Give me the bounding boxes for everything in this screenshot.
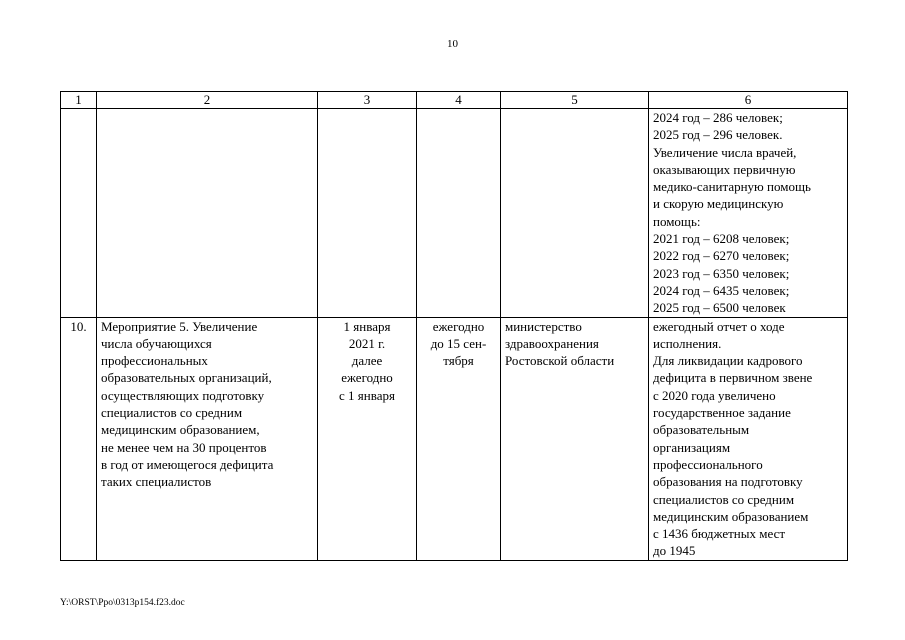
text-line: оказывающих первичную <box>653 161 796 177</box>
file-path-footer: Y:\ORST\Ppo\0313p154.f23.doc <box>60 598 185 608</box>
text-line: медицинским образованием <box>653 508 809 524</box>
text-line: образования на подготовку <box>653 474 803 490</box>
text-line: далее <box>351 353 383 369</box>
text-line: числа обучающихся <box>101 335 212 351</box>
measures-table <box>60 91 848 561</box>
continuation-cell-1 <box>61 109 97 318</box>
text-line: 2021 год – 6208 человек; <box>653 231 790 247</box>
text-line: специалистов со средним <box>101 405 243 421</box>
text-line: 2021 г. <box>348 335 386 351</box>
continuation-cell-2 <box>97 109 318 318</box>
table-row-continuation <box>61 109 848 318</box>
text-line: профессиональных <box>101 353 208 369</box>
text-line: 2022 год – 6270 человек; <box>653 248 790 264</box>
header-cell-1: 1 <box>61 92 97 109</box>
text-line: не менее чем на 30 процентов <box>101 439 267 455</box>
text-line: 2024 год – 6435 человек; <box>653 282 790 298</box>
text-line: ежегодно <box>341 370 393 386</box>
text-line: Мероприятие 5. Увеличение <box>101 318 258 334</box>
responsible-cell <box>501 317 649 560</box>
continuation-result-cell <box>649 109 848 318</box>
header-cell-2: 2 <box>97 92 318 109</box>
text-line: с 1436 бюджетных мест <box>653 526 786 542</box>
text-line: 2025 год – 6500 человек <box>653 300 786 316</box>
text-line: с 1 января <box>339 387 395 403</box>
text-line: тября <box>443 353 474 369</box>
text-line: в год от имеющегося дефицита <box>101 456 274 472</box>
continuation-cell-5 <box>501 109 649 318</box>
continuation-cell-3 <box>318 109 417 318</box>
text-line: здравоохранения <box>505 335 599 351</box>
text-line: исполнения. <box>653 335 722 351</box>
text-line: с 2020 года увеличено <box>653 387 776 403</box>
row-number: 10. <box>61 317 97 560</box>
deadline-cell <box>417 317 501 560</box>
text-line: 2024 год – 286 человек; <box>653 110 783 125</box>
text-line: 2025 год – 296 человек. <box>653 127 783 143</box>
start-date-cell <box>318 317 417 560</box>
text-line: медико-санитарную помощь <box>653 179 811 195</box>
text-line: ежегодный отчет о ходе <box>653 318 785 334</box>
text-line: Ростовской области <box>505 353 615 369</box>
continuation-cell-4 <box>417 109 501 318</box>
text-line: государственное задание <box>653 405 791 421</box>
text-line: 1 января <box>343 318 391 334</box>
text-line: дефицита в первичном звене <box>653 370 813 386</box>
text-line: помощь: <box>653 213 701 229</box>
text-line: медицинским образованием, <box>101 422 260 438</box>
header-cell-5: 5 <box>501 92 649 109</box>
table-header-row <box>61 92 848 109</box>
text-line: и скорую медицинскую <box>653 196 784 212</box>
table-row-10 <box>61 317 848 560</box>
text-line: образовательным <box>653 422 750 438</box>
text-line: образовательных организаций, <box>101 370 272 386</box>
text-line: осуществляющих подготовку <box>101 387 265 403</box>
text-line: до 1945 <box>653 543 696 559</box>
text-line: специалистов со средним <box>653 491 795 507</box>
header-cell-4: 4 <box>417 92 501 109</box>
text-line: таких специалистов <box>101 474 212 490</box>
text-line: ежегодно <box>432 318 485 334</box>
header-cell-6: 6 <box>649 92 848 109</box>
text-line: 2023 год – 6350 человек; <box>653 265 790 281</box>
text-line: министерство <box>505 318 582 334</box>
result-cell <box>649 317 848 560</box>
text-line: Увеличение числа врачей, <box>653 144 797 160</box>
measure-cell <box>97 317 318 560</box>
text-line: Для ликвидации кадрового <box>653 353 803 369</box>
text-line: организациям <box>653 439 731 455</box>
text-line: до 15 сен- <box>430 335 487 351</box>
page-number: 10 <box>447 38 458 50</box>
text-line: профессионального <box>653 456 763 472</box>
header-cell-3: 3 <box>318 92 417 109</box>
